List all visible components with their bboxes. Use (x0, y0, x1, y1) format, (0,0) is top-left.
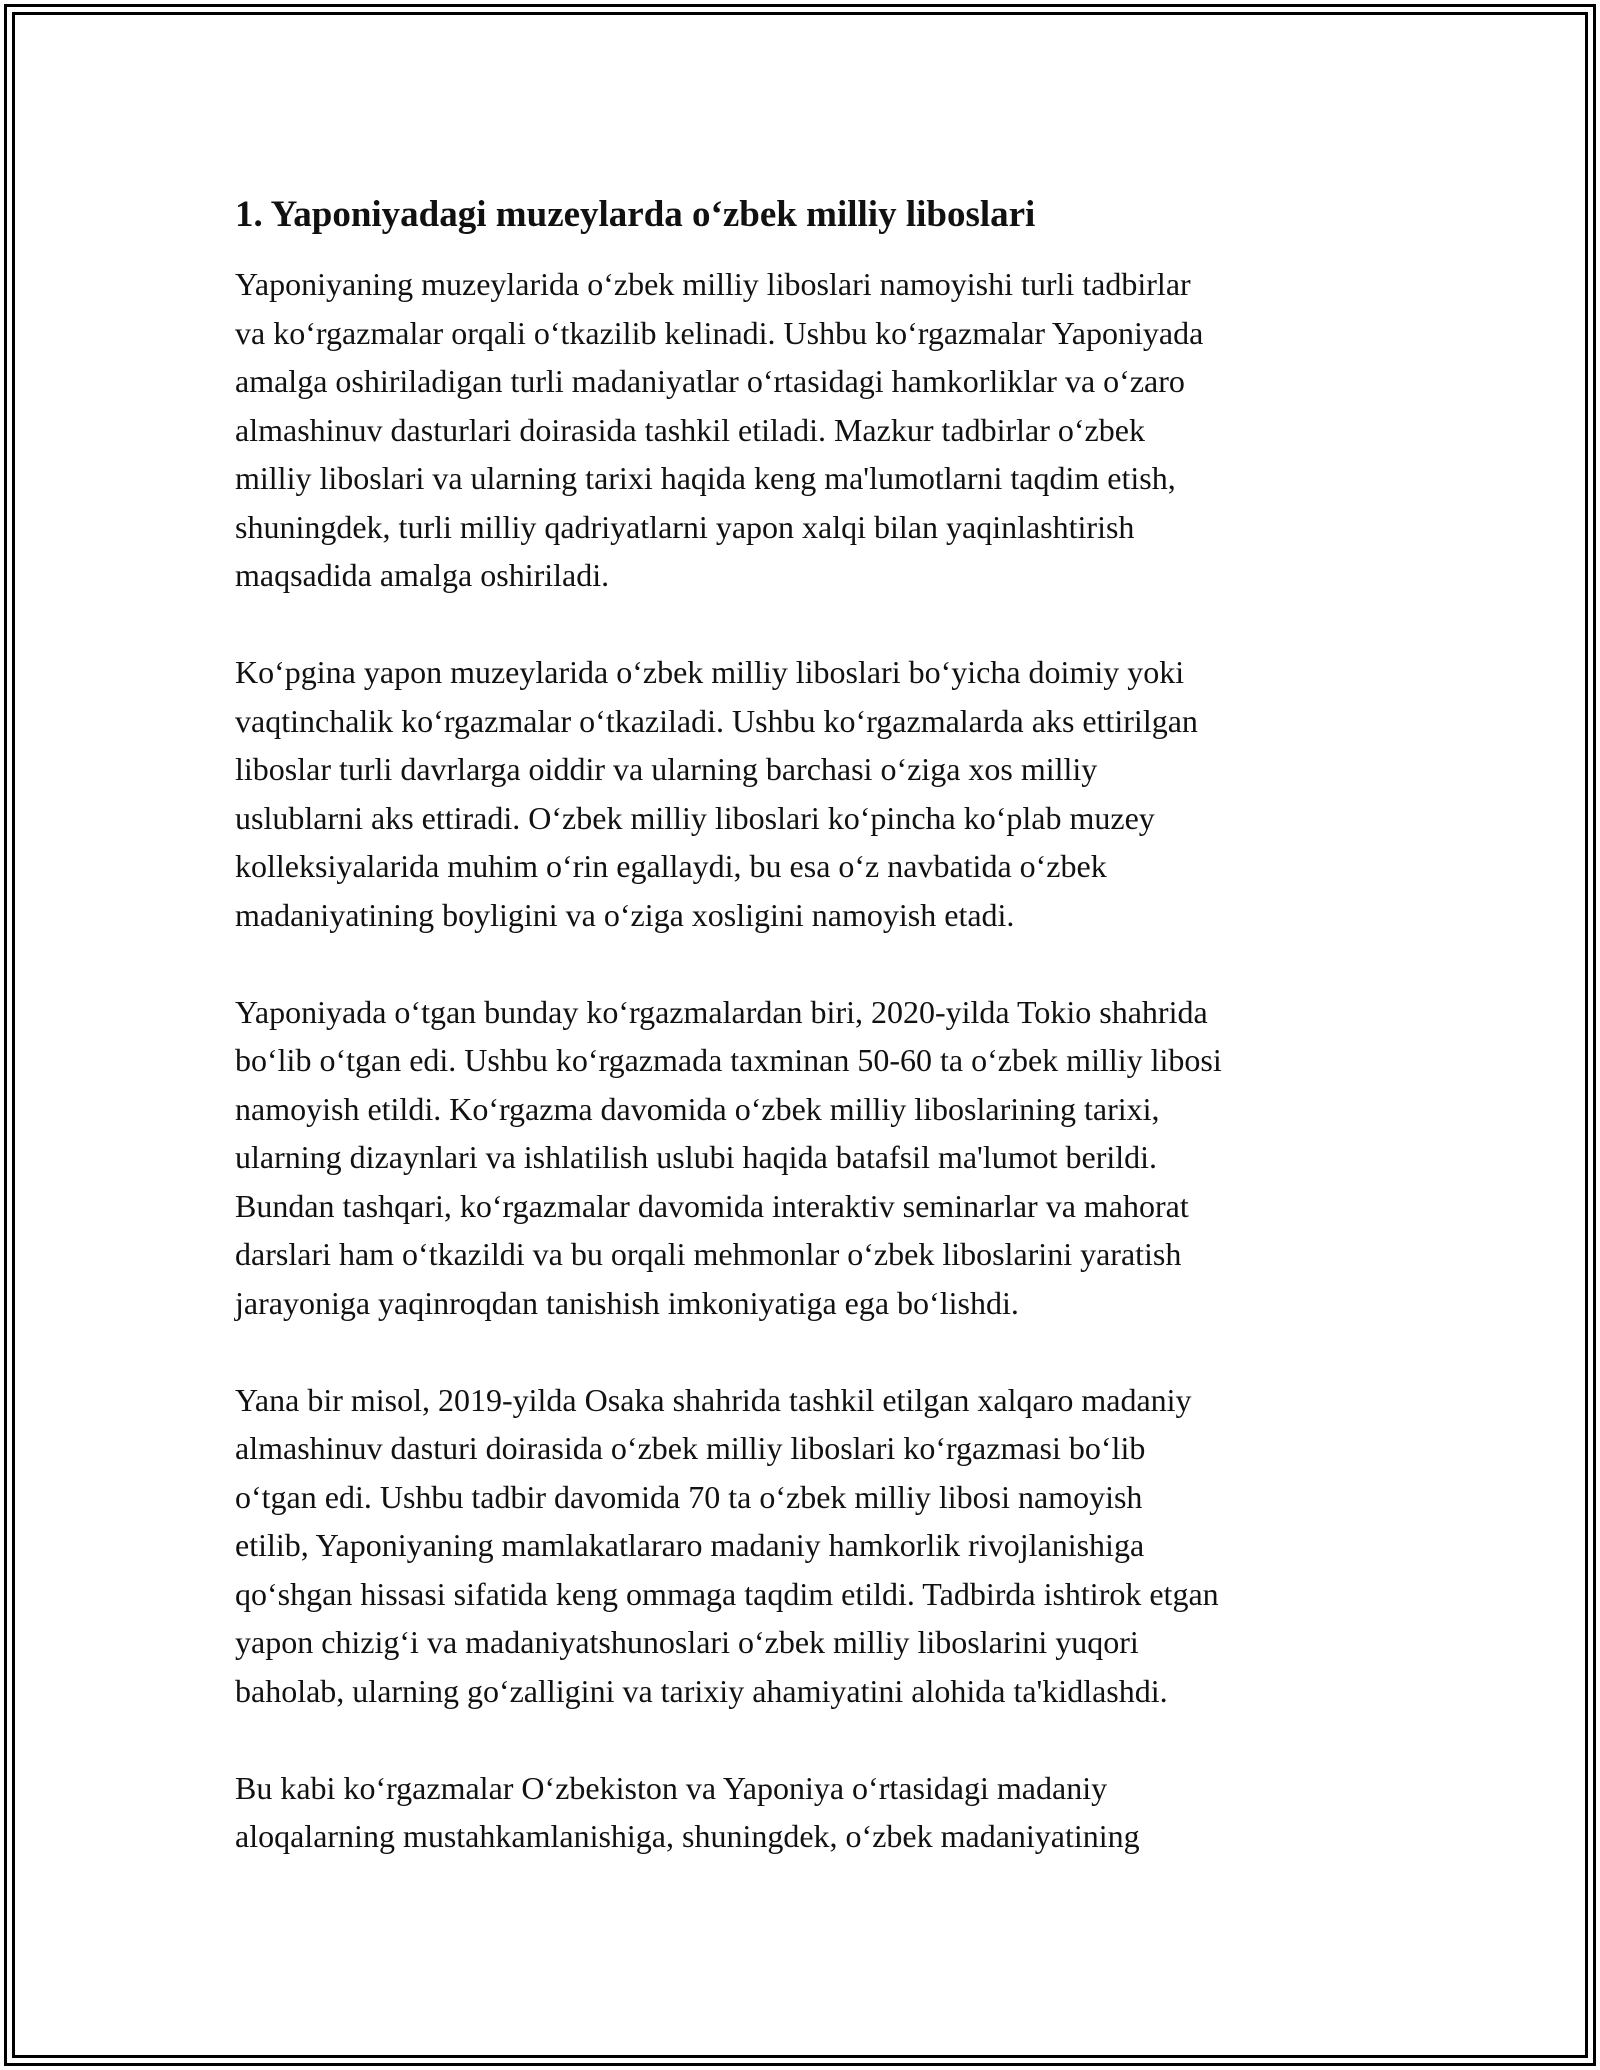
paragraph-5 (235, 1764, 1375, 1861)
text-line: yapon chizig‘i va madaniyatshunoslari o‘zbek milliy liboslarini yuqori (235, 1624, 1139, 1660)
text-line: Yana bir misol, 2019-yilda Osaka shahrida tashkil etilgan xalqaro madaniy (235, 1381, 1192, 1418)
text-line: Ko‘pgina yapon muzeylarida o‘zbek milliy liboslari bo‘yicha doimiy yoki (235, 654, 1185, 690)
section-heading: 1. Yaponiyadagi muzeylarda o‘zbek milliy liboslari (235, 194, 1036, 235)
text-line: amalga oshiriladigan turli madaniyatlar o‘rtasidagi hamkorliklar va o‘zaro (235, 363, 1185, 399)
paragraph-spacer (235, 1327, 1375, 1376)
text-line: maqsadida amalga oshiriladi. (235, 557, 610, 593)
text-line: uslublarni aks ettiradi. O‘zbek milliy liboslari ko‘pincha ko‘plab muzey (235, 799, 1155, 836)
paragraph-spacer (235, 1715, 1375, 1764)
paragraph-3 (235, 988, 1375, 1328)
document-body (235, 186, 1375, 1861)
text-line: o‘tgan edi. Ushbu tadbir davomida 70 ta o‘zbek milliy libosi namoyish (235, 1478, 1143, 1515)
text-line: qo‘shgan hissasi sifatida keng ommaga taqdim etildi. Tadbirda ishtirok etgan (235, 1575, 1219, 1612)
paragraph-spacer (235, 600, 1375, 649)
text-line: Yaponiyaning muzeylarida o‘zbek milliy liboslari namoyishi turli tadbirlar (235, 266, 1191, 302)
paragraph-2 (235, 648, 1375, 939)
text-line: aloqalarning mustahkamlanishiga, shuningdek, o‘zbek madaniyatining (235, 1818, 1140, 1854)
text-line: Bu kabi ko‘rgazmalar O‘zbekiston va Yaponiya o‘rtasidagi madaniy (235, 1769, 1108, 1806)
text-line: liboslar turli davrlarga oiddir va ularning barchasi o‘ziga xos milliy (235, 751, 1098, 787)
text-line: almashinuv dasturi doirasida o‘zbek milliy liboslari ko‘rgazmasi bo‘lib (235, 1430, 1146, 1466)
text-line: etilib, Yaponiyaning mamlakatlararo madaniy hamkorlik rivojlanishiga (235, 1527, 1145, 1563)
paragraph-spacer (235, 939, 1375, 988)
text-line: va ko‘rgazmalar orqali o‘tkazilib kelinadi. Ushbu ko‘rgazmalar Yaponiyada (235, 314, 1204, 351)
text-line: darslari ham o‘tkazildi va bu orqali mehmonlar o‘zbek liboslarini yaratish (235, 1236, 1182, 1272)
text-line: ularning dizaynlari va ishlatilish uslubi haqida batafsil ma'lumot berildi. (235, 1139, 1158, 1175)
text-line: bo‘lib o‘tgan edi. Ushbu ko‘rgazmada taxminan 50-60 ta o‘zbek milliy libosi (235, 1042, 1222, 1078)
text-line: Yaponiyada o‘tgan bunday ko‘rgazmalardan biri, 2020-yilda Tokio shahrida (235, 993, 1208, 1030)
paragraph-4 (235, 1376, 1375, 1716)
text-line: namoyish etildi. Ko‘rgazma davomida o‘zbek milliy liboslarining tarixi, (235, 1090, 1160, 1127)
text-line: madaniyatining boyligini va o‘ziga xosligini namoyish etadi. (235, 896, 1015, 933)
text-line: vaqtinchalik ko‘rgazmalar o‘tkaziladi. Ushbu ko‘rgazmalarda aks ettirilgan (235, 702, 1198, 739)
text-line: shuningdek, turli milliy qadriyatlarni yapon xalqi bilan yaqinlashtirish (235, 508, 1135, 545)
text-line: kolleksiyalarida muhim o‘rin egallaydi, bu esa o‘z navbatida o‘zbek (235, 848, 1107, 884)
text-line: almashinuv dasturlari doirasida tashkil etiladi. Mazkur tadbirlar o‘zbek (235, 411, 1145, 448)
text-line: Bundan tashqari, ko‘rgazmalar davomida interaktiv seminarlar va mahorat (235, 1187, 1189, 1224)
paragraph-1 (235, 260, 1375, 600)
text-line: milliy liboslari va ularning tarixi haqida keng ma'lumotlarni taqdim etish, (235, 460, 1176, 496)
text-line: baholab, ularning go‘zalligini va tarixiy ahamiyatini alohida ta'kidlashdi. (235, 1672, 1168, 1709)
text-line: jarayoniga yaqinroqdan tanishish imkoniyatiga ega bo‘lishdi. (235, 1284, 1019, 1321)
